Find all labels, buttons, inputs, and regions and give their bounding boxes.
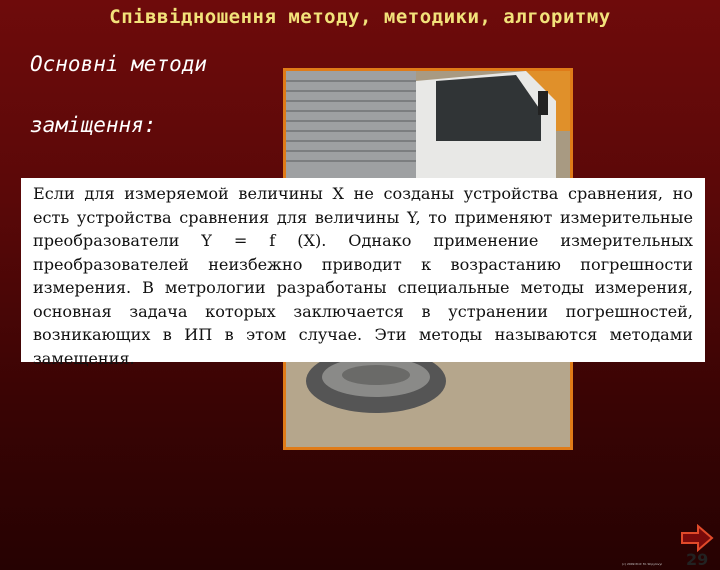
- method-name: заміщення:: [30, 113, 157, 137]
- definition-text-box: [21, 178, 705, 368]
- footer-credit: (c) 2009 Prof. M. Shpylovyi: [622, 562, 663, 566]
- page-number: 29: [686, 550, 709, 569]
- definition-text: Если для измеряемой величины X не созданы устройства сравнения, но есть устройства сравнения для величины Y, то применяют измерительные преобразователи Y = f (X). Однако применение измерительных преобразователей неизбежно приводит к возрастанию погрешности измерения. В метрологии разработаны специальные методы измерения, основная задача которых заключается в устранении погрешностей, возникающих в ИП в этом случае. Эти методы называются методами замещения.: [33, 184, 693, 368]
- slide-title: Співвідношення методу, методики, алгоритму: [109, 6, 611, 28]
- next-arrow-icon[interactable]: [680, 524, 714, 552]
- section-subtitle: Основні методи: [30, 52, 208, 76]
